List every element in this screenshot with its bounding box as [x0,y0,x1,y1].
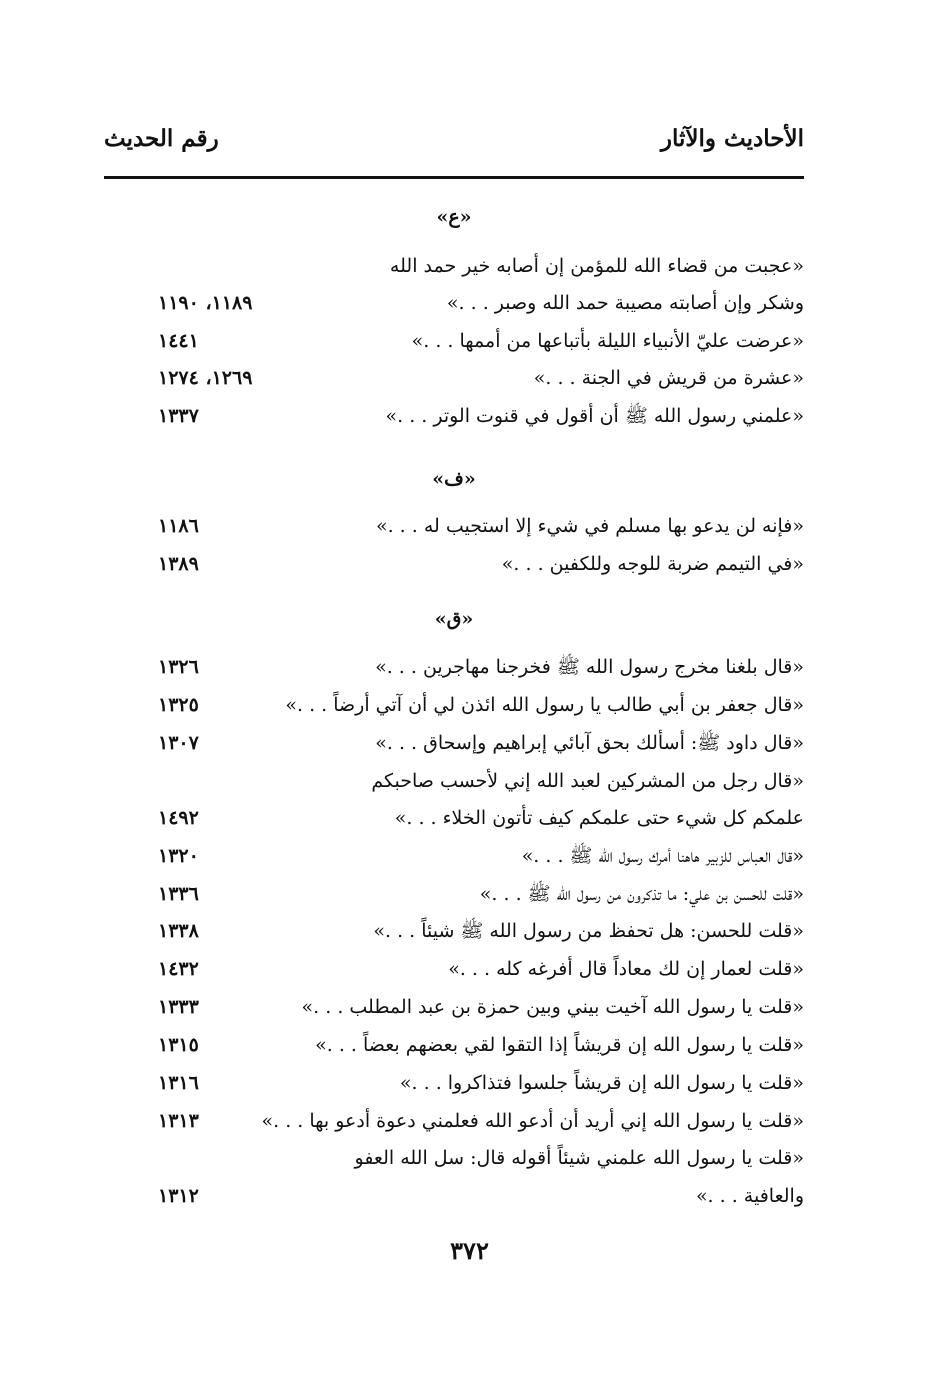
hadith-text: «قلت يا رسول الله علمني شيئاً أقوله قال: سل الله العفو [354,1147,804,1169]
list-item [104,651,804,683]
hadith-text: «قلت للحسن بن علي: ما تذكرون من رسول الله ﷺ . . .» [479,883,804,905]
hadith-text: وشكر وإن أصابته مصيبة حمد الله وصبر . . .» [446,292,804,314]
hadith-number: ١٣١٦ [158,1072,199,1094]
list-item [104,250,804,282]
hadith-number: ١٣٣٣ [158,996,199,1018]
list-item [104,1029,804,1061]
hadith-text: «قلت للحسن: هل تحفظ من رسول الله ﷺ شيئاً . . .» [373,920,804,942]
list-item [104,802,804,834]
hadith-text: «في التيمم ضربة للوجه وللكفين . . .» [501,553,804,575]
list-item [104,727,804,759]
hadith-text: «قال جعفر بن أبي طالب يا رسول الله ائذن لي أن آتي أرضاً . . .» [285,694,804,716]
list-item [104,915,804,947]
hadith-number: ١٣٣٧ [158,405,199,427]
hadith-number: ١٣٢٠ [158,845,199,867]
hadith-text: «قلت يا رسول الله إني أريد أن أدعو الله فعلمني دعوة أدعو بها . . .» [261,1110,804,1132]
list-item [104,325,804,357]
list-item [104,1180,804,1212]
hadith-number: ١٣٠٧ [158,732,199,754]
hadith-number: ١٣٢٦ [158,656,199,678]
hadith-number: ١٣٣٦ [158,883,199,905]
list-item [104,287,804,319]
hadith-text: «قال رجل من المشركين لعبد الله إني لأحسب صاحبكم [371,770,804,792]
list-item [104,400,804,432]
list-item [104,689,804,721]
hadith-number: ١٤٩٢ [158,807,199,829]
hadith-text: علمكم كل شيء حتى علمكم كيف تأتون الخلاء . . .» [394,807,804,829]
page-number: ٣٧٢ [450,1236,489,1265]
list-item [104,510,804,542]
hadith-number: ١٤٣٢ [158,958,199,980]
hadith-number: ١٣٢٥ [158,694,199,716]
hadith-number: ١٣٣٨ [158,920,199,942]
section-title-ain: «ع» [436,206,472,228]
hadith-number: ١١٨٦ [158,515,199,537]
hadith-number: ١٣١٢ [158,1185,199,1207]
hadith-text: «قال العباس للزبير هاهنا أمرك رسول الله ﷺ . . .» [521,845,804,867]
section-title-qaf: «ق» [434,608,474,630]
hadith-text: «عجبت من قضاء الله للمؤمن إن أصابه خير حمد الله [389,255,804,277]
hadith-number: ١٣١٥ [158,1034,199,1056]
hadith-text: «فإنه لن يدعو بها مسلم في شيء إلا استجيب له . . .» [375,515,804,537]
list-item [104,548,804,580]
hadith-number: ١٢٦٩، ١٢٧٤ [158,367,253,389]
hadith-text: «قال بلغنا مخرج رسول الله ﷺ فخرجنا مهاجرين . . .» [375,656,804,678]
hadith-number: ١٣٨٩ [158,553,199,575]
list-item [104,765,804,797]
list-item [104,362,804,394]
hadith-text: «قال داود ﷺ: أسألك بحق آبائي إبراهيم وإسحاق . . .» [375,732,804,754]
header-ref-title: رقم الحديث [104,124,219,152]
hadith-text: «قلت يا رسول الله آخيت بيني وبين حمزة بن عبد المطلب . . .» [301,996,804,1018]
hadith-number: ١١٨٩، ١١٩٠ [158,292,253,314]
header-rule [104,176,804,179]
hadith-text: «علمني رسول الله ﷺ أن أقول في قنوت الوتر . . .» [385,405,804,427]
hadith-text: «عشرة من قريش في الجنة . . .» [533,367,804,389]
hadith-text: «عرضت عليّ الأنبياء الليلة بأتباعها من أممها . . .» [411,330,804,352]
page-header [104,118,804,158]
list-item [104,953,804,985]
header-title: الأحاديث والآثار [660,124,804,152]
list-item [104,1067,804,1099]
hadith-text: «قلت لعمار إن لك معاداً قال أفرغه كله . . .» [448,958,804,980]
list-item [104,1105,804,1137]
list-item [104,878,804,910]
hadith-number: ١٣١٣ [158,1110,199,1132]
hadith-text: والعافية . . .» [695,1185,804,1207]
section-title-fa: «ف» [432,468,476,490]
hadith-number: ١٤٤١ [158,330,199,352]
hadith-text: «قلت يا رسول الله إن قريشاً جلسوا فتذاكروا . . .» [399,1072,804,1094]
list-item [104,1142,804,1174]
list-item [104,991,804,1023]
list-item [104,840,804,872]
hadith-text: «قلت يا رسول الله إن قريشاً إذا التقوا لقي بعضهم بعضاً . . .» [315,1034,804,1056]
